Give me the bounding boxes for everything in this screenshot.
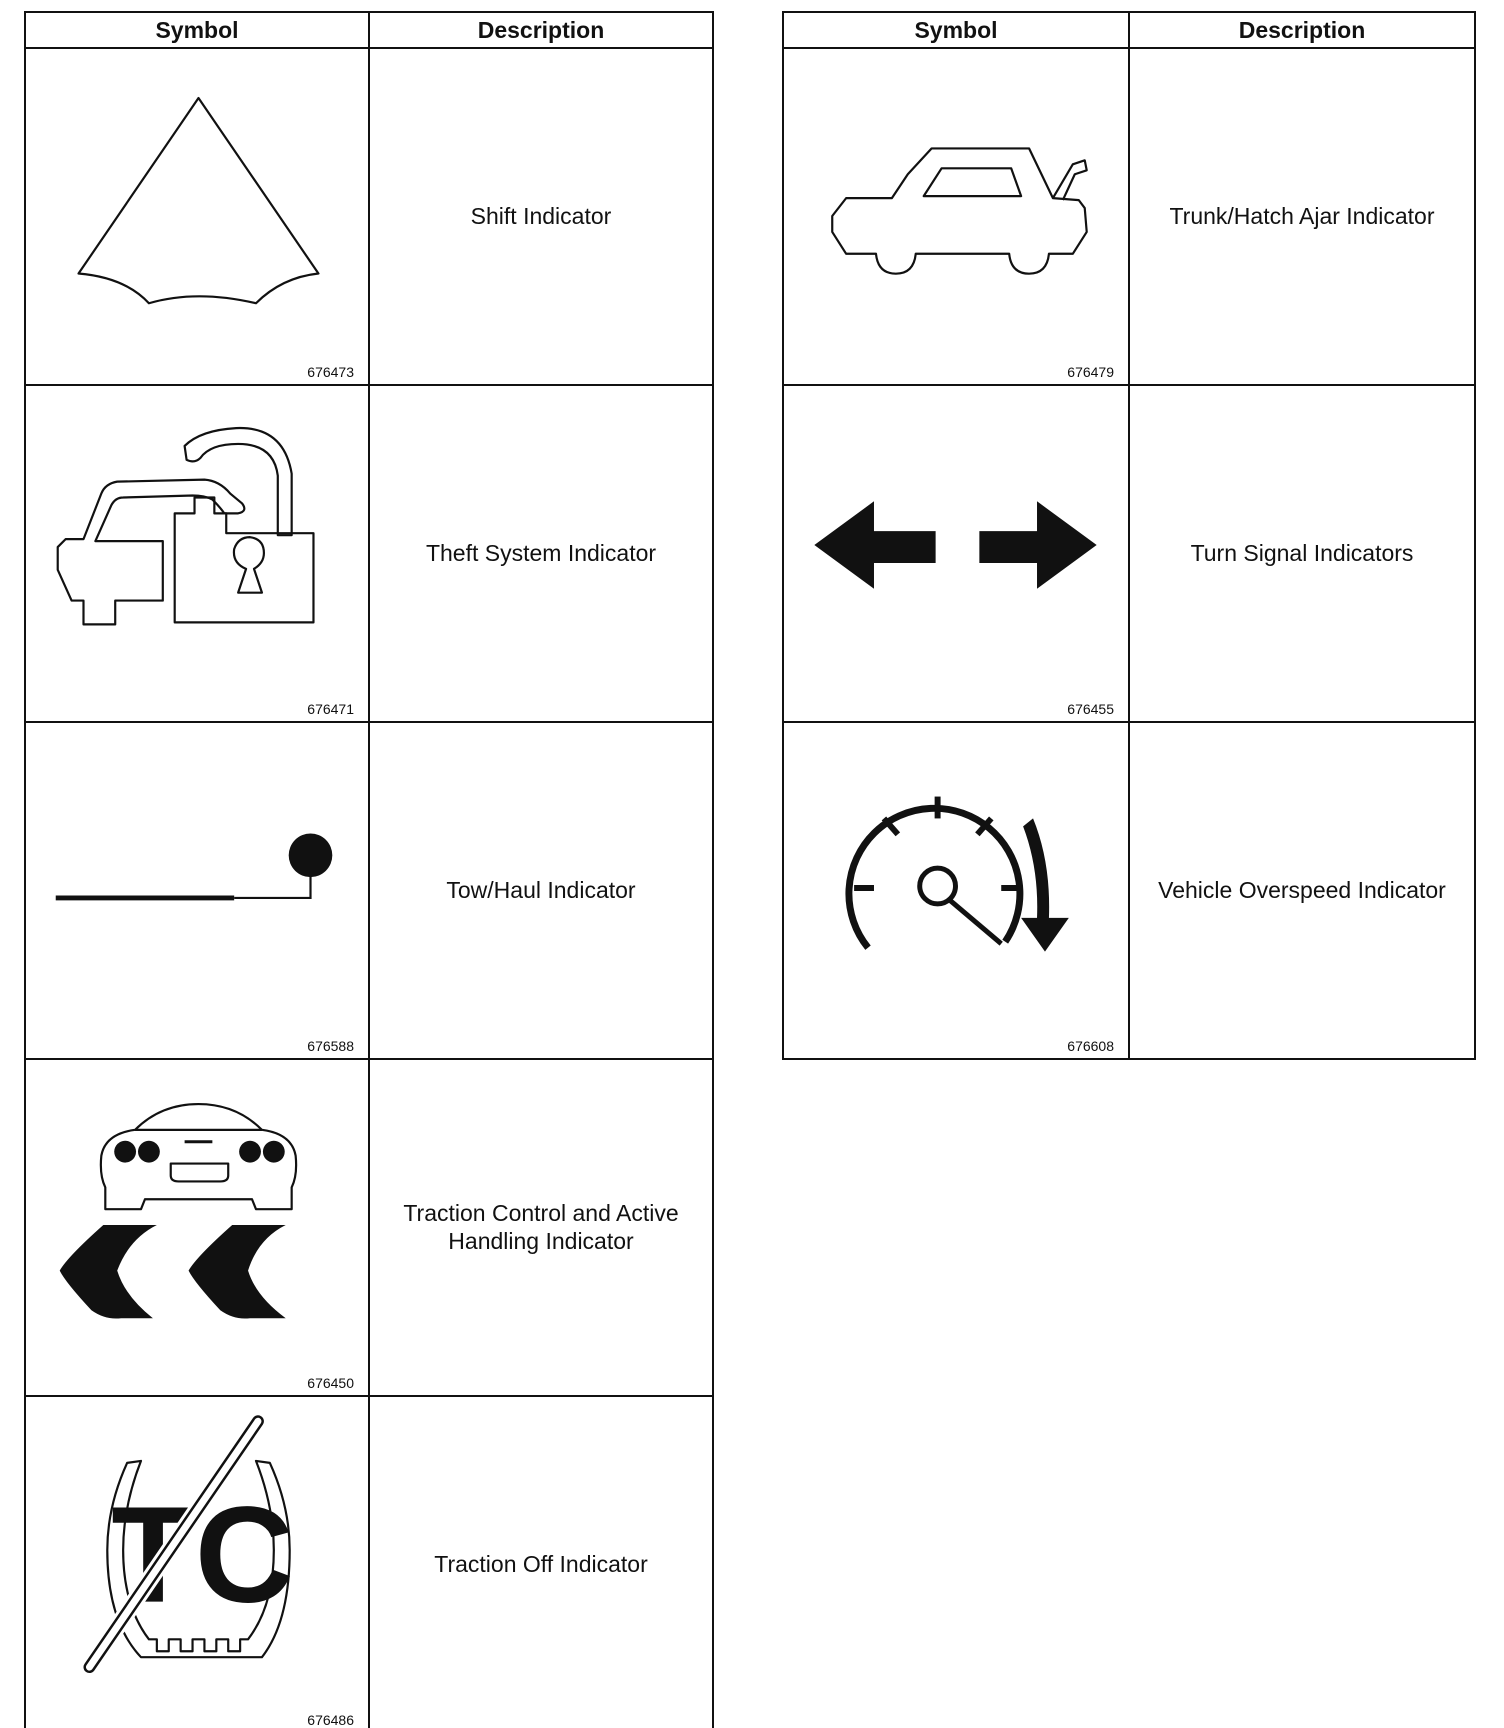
traction-off-indicator-icon [26, 1397, 368, 1728]
description-cell [369, 1059, 713, 1396]
figure-code: 676455 [1067, 701, 1114, 717]
description-text: Turn Signal Indicators [1190, 539, 1414, 566]
symbol-cell [783, 722, 1129, 1059]
description-cell [1129, 48, 1475, 385]
description-text: Trunk/Hatch Ajar Indicator [1169, 202, 1435, 229]
figure-code: 676479 [1067, 364, 1114, 380]
description-cell [1129, 385, 1475, 722]
traction-control-active-handling-icon [26, 1060, 368, 1395]
symbol-cell [783, 385, 1129, 722]
symbol-cell [25, 385, 369, 722]
table-row [25, 722, 713, 1059]
indicator-table-left [24, 11, 714, 1728]
table-row [783, 722, 1475, 1059]
traction-off-letters: TC [111, 1477, 294, 1631]
figure-code: 676486 [307, 1712, 354, 1728]
turn-signal-indicators-icon [784, 386, 1128, 721]
description-cell [369, 722, 713, 1059]
figure-code: 676588 [307, 1038, 354, 1054]
figure-code: 676608 [1067, 1038, 1114, 1054]
vehicle-overspeed-indicator-icon [784, 723, 1128, 1058]
description-cell [369, 48, 713, 385]
description-cell [369, 1396, 713, 1728]
shift-indicator-icon [26, 49, 368, 384]
description-text: Traction Off Indicator [434, 1550, 648, 1577]
tow-haul-indicator-icon [26, 723, 368, 1058]
symbol-column-header: Symbol [25, 12, 369, 48]
indicator-table-right [782, 11, 1476, 1060]
trunk-hatch-ajar-icon [784, 49, 1128, 384]
symbol-cell [25, 1396, 369, 1728]
symbol-cell [25, 722, 369, 1059]
description-column-header: Description [369, 12, 713, 48]
description-text: Traction Control and Active Handling Indicator [403, 1199, 679, 1254]
description-cell [1129, 722, 1475, 1059]
description-text: Shift Indicator [470, 202, 612, 229]
description-text: Theft System Indicator [425, 539, 657, 566]
table-header-row [25, 12, 713, 48]
table-row [25, 1059, 713, 1396]
figure-code: 676471 [307, 701, 354, 717]
description-column-header: Description [1129, 12, 1475, 48]
description-cell [369, 385, 713, 722]
table-row [783, 48, 1475, 385]
description-text: Vehicle Overspeed Indicator [1158, 876, 1446, 903]
symbol-cell [25, 48, 369, 385]
figure-code: 676450 [307, 1375, 354, 1391]
table-header-row [783, 12, 1475, 48]
symbol-cell [25, 1059, 369, 1396]
figure-code: 676473 [307, 364, 354, 380]
table-row [25, 1396, 713, 1728]
table-row [25, 48, 713, 385]
table-row [25, 385, 713, 722]
symbol-column-header: Symbol [783, 12, 1129, 48]
theft-system-indicator-icon [26, 386, 368, 721]
description-text: Tow/Haul Indicator [446, 876, 636, 903]
symbol-cell [783, 48, 1129, 385]
table-row [783, 385, 1475, 722]
